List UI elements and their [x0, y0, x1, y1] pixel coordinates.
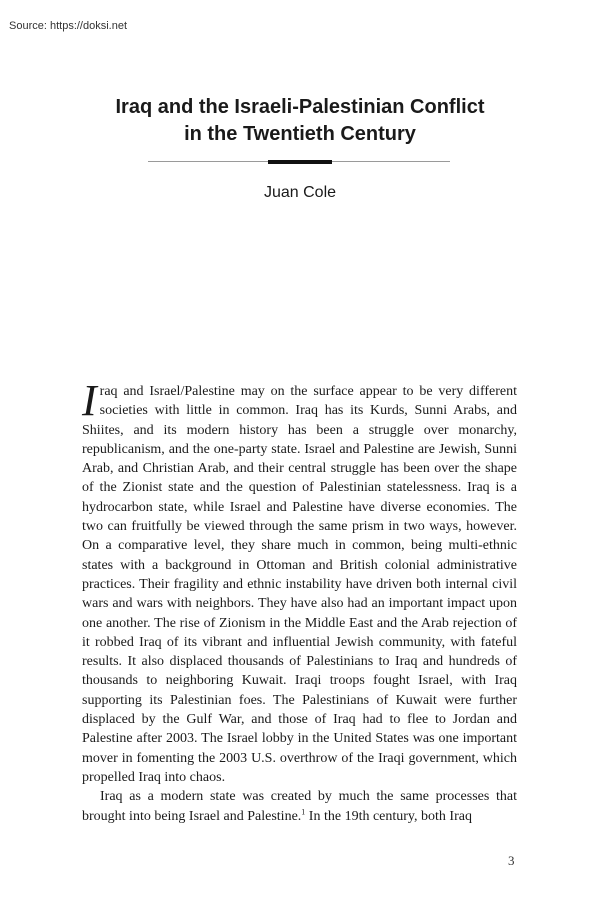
article-body [82, 376, 517, 826]
title-divider-bar [268, 160, 332, 164]
title-line-1: Iraq and the Israeli-Palestinian Conflict [115, 96, 485, 118]
drop-cap: I [82, 376, 97, 425]
paragraph-1 [82, 376, 517, 787]
article-title [0, 94, 600, 148]
paragraph-1-text: raq and Israel/Palestine may on the surface appear to be very different societies with little in common. Iraq has its Kurds, Sunni Arabs, and Shiites, and its modern history has been a struggle over monarchy, republicanism, and the one-party state. Israel and Palestine are Jewish, Sunni Arab, and Christian Arab, and their central struggle has been over the shape of the Zionist state and the question of Palestinian statelessness. Iraq is a hydrocarbon state, while Israel and Palestine have diverse economies. The two can fruitfully be viewed through the same prism in two ways, however. On a comparative level, they share much in common, being multi-ethnic states with a background in Ottoman and British colonial administrative practices. Their fragility and ethnic instability have driven both internal civil wars and wars with neighbors. They have also had an important impact upon one another. The rise of Zionism in the Middle East and the Arab rejection of it robbed Iraq of its vibrant and influential Jewish community, with fateful results. It also displaced thousands of Palestinians to Iraq and hundreds of thousands to neighboring Kuwait. Iraqi troops fought Israel, with Iraq supporting its Palestinian foes. The Palestinians of Kuwait were further displaced by the Gulf War, and those of Iraq had to flee to Jordan and Palestine after 2003. The Israel lobby in the United States was one important mover in fomenting the 2003 U.S. overthrow of the Iraqi government, which propelled Iraq into chaos. [82, 384, 517, 785]
title-line-2: in the Twentieth Century [184, 123, 416, 145]
author-name: Juan Cole [263, 184, 337, 201]
source-note: Source: https://doksi.net [9, 20, 128, 32]
footnote-reference[interactable]: 1 [301, 806, 306, 816]
paragraph-2 [82, 787, 517, 826]
paragraph-2-start: Iraq as a modern state was created by much the same processes that brought into being Israel and Palestine. [82, 789, 517, 824]
page-number: 3 [508, 853, 515, 868]
paragraph-2-end: In the 19th century, both Iraq [305, 808, 472, 824]
